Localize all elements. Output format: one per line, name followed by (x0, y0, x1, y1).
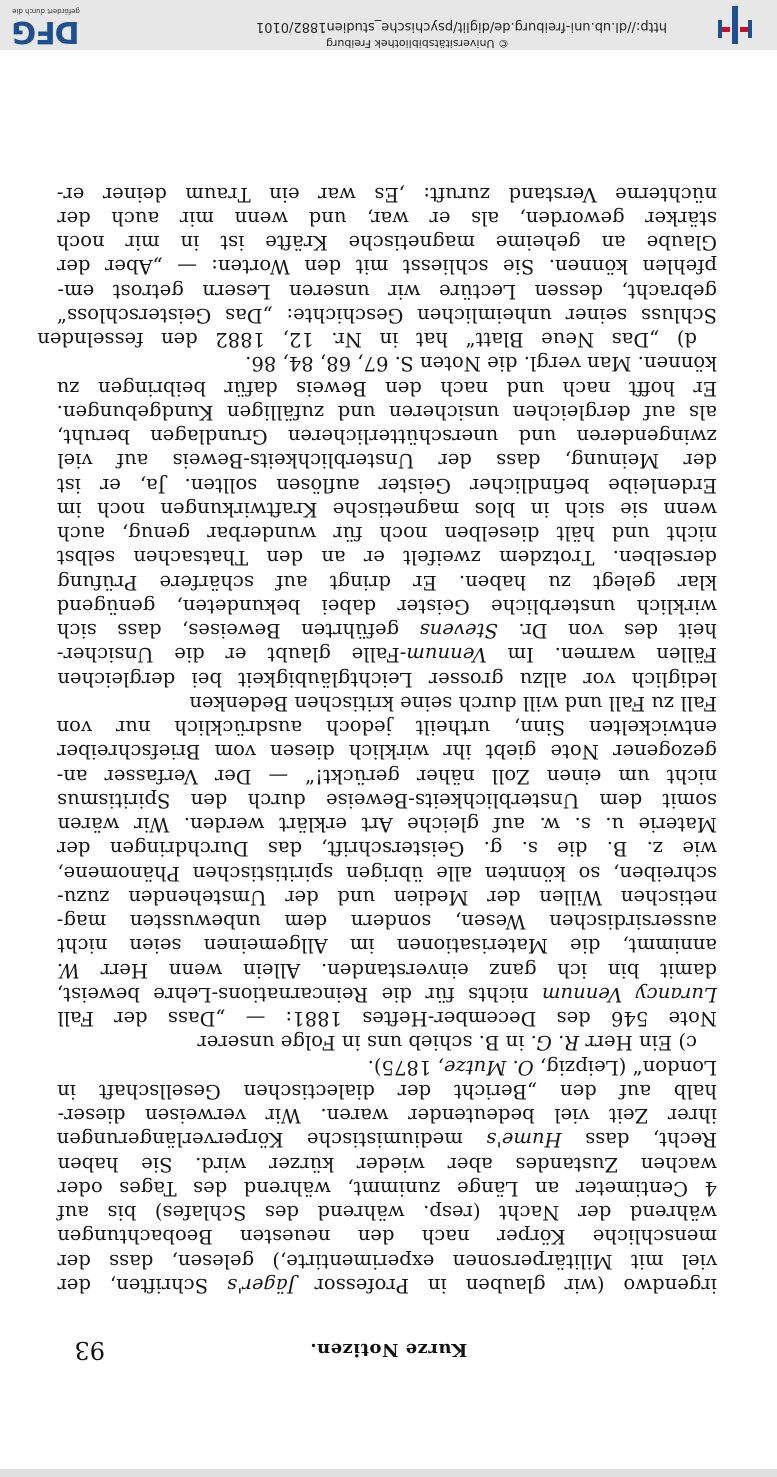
text-line (57, 1079, 717, 1103)
text-line (57, 497, 717, 521)
line-segment: ihrer Zeit viel bedeutender waren. Wir verweisen dieser- (57, 1104, 717, 1128)
text-line (57, 861, 717, 885)
line-segment: können. Man vergl. die Noten S. 67, 68, 84, 86. (245, 352, 717, 376)
line-segment: Hume's (486, 1128, 562, 1152)
page-number: 93 (74, 1336, 105, 1364)
line-segment: klar gelegt zu haben. Er dringt auf schärfere Prüfung (57, 570, 717, 594)
text-line (57, 206, 717, 230)
text-line (57, 909, 717, 933)
dfg-logo-icon (5, 3, 87, 47)
line-segment: Glaube an geheime magnetische Kräfte ist in mir noch (56, 231, 717, 255)
line-segment: mediumistische Körperverlängerungen (56, 1128, 487, 1152)
text-line (57, 521, 717, 545)
line-segment: wenn sie sich in blos magnetische Kraftwirkungen noch im (56, 498, 717, 521)
text-line (57, 279, 717, 303)
line-segment: nüchterne Verstand zuruft: ‚Es war ein Traum deiner er- (56, 182, 717, 206)
line-segment: annimmt, die Materisationen im Allgemeinen seien nicht (57, 934, 717, 958)
dfg-logo-subtext: gefördert durch die (12, 7, 80, 15)
text-line (57, 1030, 717, 1054)
running-head (0, 1330, 777, 1364)
line-segment: wachen Zustandes aber wieder kürzer wird. Sie haben (57, 1152, 717, 1176)
text-line (57, 691, 717, 715)
text-line (57, 254, 717, 278)
line-segment: Jäger's (227, 1274, 296, 1297)
text-line (57, 958, 717, 982)
line-segment: stärker geworden, als er war, und wenn mir auch der (57, 207, 717, 230)
line-segment: Vennum (406, 643, 487, 667)
line-segment: irgendwo (wir glauben in Professor (295, 1274, 717, 1297)
line-segment: geführten Beweises, dass sich (56, 619, 420, 643)
line-segment: Fällen warnen. Im (486, 643, 717, 667)
text-line (57, 594, 717, 618)
line-segment: Erdenleibe befindlicher Geister auflösen sollten. Ja, er ist (56, 473, 717, 497)
text-line (57, 1176, 717, 1200)
text-line (57, 1152, 717, 1176)
text-line (57, 1200, 717, 1224)
line-segment: 4 Centimeter an Länge zunimmt, während des Tages oder (57, 1177, 717, 1200)
text-line (57, 351, 717, 375)
text-line (37, 327, 717, 352)
text-line (57, 545, 717, 569)
line-segment: nicht um einen Zoll näher gerückt!“ — Der Verfasser an- (56, 764, 717, 788)
line-segment: derselben. Trotzdem zweifelt er an den Thatsachen selbst (56, 546, 717, 570)
line-segment: lediglich vor allzu grosser Leichtgläubigkeit bei dergleichen (57, 667, 717, 691)
line-segment: als auf dergleichen unsicheren und zufälligen Kundgebungen. (56, 401, 717, 424)
line-segment: gezogener Note giebt ihr wirklich diesen vom Briefschreiber (57, 740, 717, 764)
text-line (57, 739, 717, 763)
text-line (57, 788, 717, 812)
copyright-notice: © Universitätsbibliothek Freiburg (326, 37, 509, 50)
text-line (57, 424, 717, 448)
line-segment: pfehlen können. Sie schliesst mit den Worten: — „Aber der (57, 255, 717, 279)
line-segment: in B. schieb uns in Folge unserer (197, 1031, 531, 1055)
line-segment: menschliche Körper nach den neuesten Beobachtungen (57, 1225, 717, 1249)
line-segment: Recht, dass (561, 1128, 717, 1152)
line-segment: viel mit Militärpersonen experimentirte,) gelesen, dass der (57, 1249, 717, 1273)
text-line (57, 448, 717, 472)
line-segment: heit des von Dr. (497, 619, 717, 643)
source-url-link[interactable]: http://dl.ub.uni-freiburg.de/diglit/psychische_studien1882/0101 (255, 19, 667, 34)
line-segment: , 1875). (367, 1055, 444, 1079)
line-segment: der Meinung, dass der Unsterblichkeits-Beweis auf viel (57, 449, 717, 473)
text-line (57, 667, 717, 691)
line-segment: somit dem Unsterblichkeits-Beweise durch den Spiritismus (57, 789, 717, 812)
text-line (57, 1103, 717, 1127)
university-library-logo-icon (715, 4, 755, 46)
line-segment: nicht und hält dieselben noch für wunderbar genug, auch (57, 522, 717, 546)
text-line (57, 400, 717, 424)
credit-bar (0, 0, 777, 50)
line-segment: zwingenderen und unerschütterlicheren Grundlagen beruht, (57, 425, 717, 449)
line-segment: wie z. B. die s. g. Geisterschrift, das Durchdringen der (57, 837, 717, 861)
line-segment: wirklich unsterbliche Geister dabei bekundeten, genügend (56, 595, 717, 618)
text-line (57, 642, 717, 666)
line-segment: Er hofft nach und nach den Beweis dafür beibringen zu (56, 376, 717, 400)
dfg-logo-letters: DFG (12, 14, 80, 49)
text-line (57, 473, 717, 497)
line-segment: schreiben, so könnten alle übrigen spiritistischen Phänomene, (57, 861, 717, 885)
text-line (57, 836, 717, 860)
line-segment: während der Nacht (resp. während des Schlafes) bis auf (57, 1201, 717, 1225)
line-segment: c) Ein Herr (579, 1031, 697, 1055)
line-segment: aussersirdischen Wesen, sondern dem unbewussten mag- (56, 910, 717, 934)
text-line (57, 1006, 717, 1030)
text-line (57, 764, 717, 788)
line-segment: Lurancy Vennum (541, 983, 717, 1006)
running-head-title: Kurze Notizen. (309, 1339, 468, 1360)
text-line (57, 812, 717, 836)
line-segment: damit bin ich ganz einverstanden. Allein wenn Herr (79, 958, 717, 982)
line-segment: Fall zu Fall und will durch seine kritischen Bedenken (189, 692, 717, 715)
line-segment: -Falle glaubt er die Unsicher- (56, 643, 407, 667)
text-line (57, 885, 717, 909)
text-line (57, 933, 717, 957)
text-line (57, 1224, 717, 1248)
line-segment: d) „Das Neue Blatt“ hat in Nr. 12, 1882 den fesselnden (37, 328, 697, 352)
text-line (57, 1055, 717, 1079)
line-segment: London“ (Leipzig, (533, 1055, 717, 1079)
scanner-edge-strip (0, 1469, 777, 1477)
text-line (57, 230, 717, 254)
text-line (57, 715, 717, 739)
line-segment: netischen Willen der Medien und der Umstehenden zuzu- (57, 886, 717, 909)
line-segment: Schriften, der (57, 1274, 228, 1297)
line-segment: Stevens (419, 619, 498, 643)
line-segment: R. G. (530, 1031, 580, 1055)
line-segment: O. Mutze (443, 1055, 534, 1079)
line-segment: Note 546 des December-Heftes 1881: — „Dass der Fall (57, 1007, 717, 1031)
line-segment: nichts für die Reincarnations-Lehre beweist, (56, 983, 542, 1006)
text-line (57, 570, 717, 594)
body-text (37, 182, 717, 1298)
text-line (57, 618, 717, 642)
line-segment: W. (56, 958, 80, 982)
line-segment: Schluss seiner unheimlichen Geschichte: „Das Geisterschloss“ (57, 304, 717, 327)
text-line (57, 1249, 717, 1273)
text-line (57, 303, 717, 327)
text-line (57, 1273, 717, 1297)
line-segment: Materie u. s. w. auf gleiche Art erklärt werden. Wir wären (57, 813, 717, 837)
text-line (57, 182, 717, 206)
line-segment: entwickelten Sinn, urtheilt jedoch ausdrücklich nur von (56, 716, 717, 740)
line-segment: halb auf den „Bericht der dialectischen Gesellschaft in (57, 1080, 717, 1103)
text-line (57, 1127, 717, 1151)
text-line (57, 376, 717, 400)
line-segment: gebracht, dessen Lectüre wir unseren Lesern getrost em- (57, 279, 717, 303)
text-line (57, 982, 717, 1006)
